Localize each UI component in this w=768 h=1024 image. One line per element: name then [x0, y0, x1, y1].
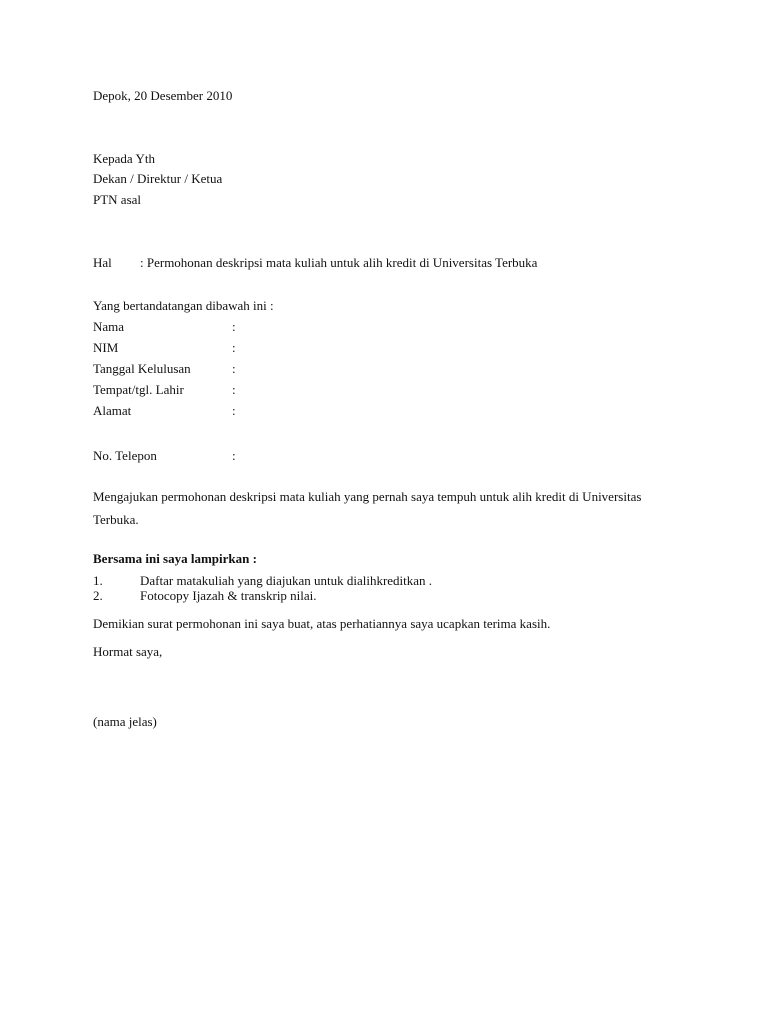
field-label-telepon: No. Telepon [93, 448, 157, 463]
closing-text: Demikian surat permohonan ini saya buat, atas perhatiannya saya ucapkan terima kasih. [93, 616, 551, 631]
field-colon-nama: : [232, 319, 236, 334]
field-label-alamat: Alamat [93, 403, 132, 418]
field-colon-tempat-lahir: : [232, 382, 236, 397]
subject-label: Hal [93, 255, 112, 270]
field-label-tanggal-kelulusan: Tanggal Kelulusan [93, 361, 191, 376]
field-colon-tanggal-kelulusan: : [232, 361, 236, 376]
place-date: Depok, 20 Desember 2010 [93, 88, 233, 103]
field-colon-alamat: : [232, 403, 236, 418]
signature-name: (nama jelas) [93, 714, 157, 729]
request-line-1: Mengajukan permohonan deskripsi mata kuliah yang pernah saya tempuh untuk alih kredit di Universitas [93, 489, 642, 504]
attachment-text-2: Fotocopy Ijazah & transkrip nilai. [140, 588, 317, 603]
field-colon-telepon: : [232, 448, 236, 463]
subject-text: : Permohonan deskripsi mata kuliah untuk alih kredit di Universitas Terbuka [140, 255, 538, 270]
attachments-heading: Bersama ini saya lampirkan : [93, 551, 257, 566]
request-line-2: Terbuka. [93, 512, 139, 527]
intro-text: Yang bertandatangan dibawah ini : [93, 298, 274, 313]
field-label-nim: NIM [93, 340, 119, 355]
attachment-number-2: 2. [93, 588, 103, 603]
recipient-line-3: PTN asal [93, 192, 142, 207]
field-label-tempat-lahir: Tempat/tgl. Lahir [93, 382, 184, 397]
regards-text: Hormat saya, [93, 644, 163, 659]
recipient-line-2: Dekan / Direktur / Ketua [93, 171, 223, 186]
field-colon-nim: : [232, 340, 236, 355]
attachment-text-1: Daftar matakuliah yang diajukan untuk dialihkreditkan . [140, 573, 433, 588]
attachment-number-1: 1. [93, 573, 103, 588]
recipient-line-1: Kepada Yth [93, 151, 155, 166]
field-label-nama: Nama [93, 319, 125, 334]
